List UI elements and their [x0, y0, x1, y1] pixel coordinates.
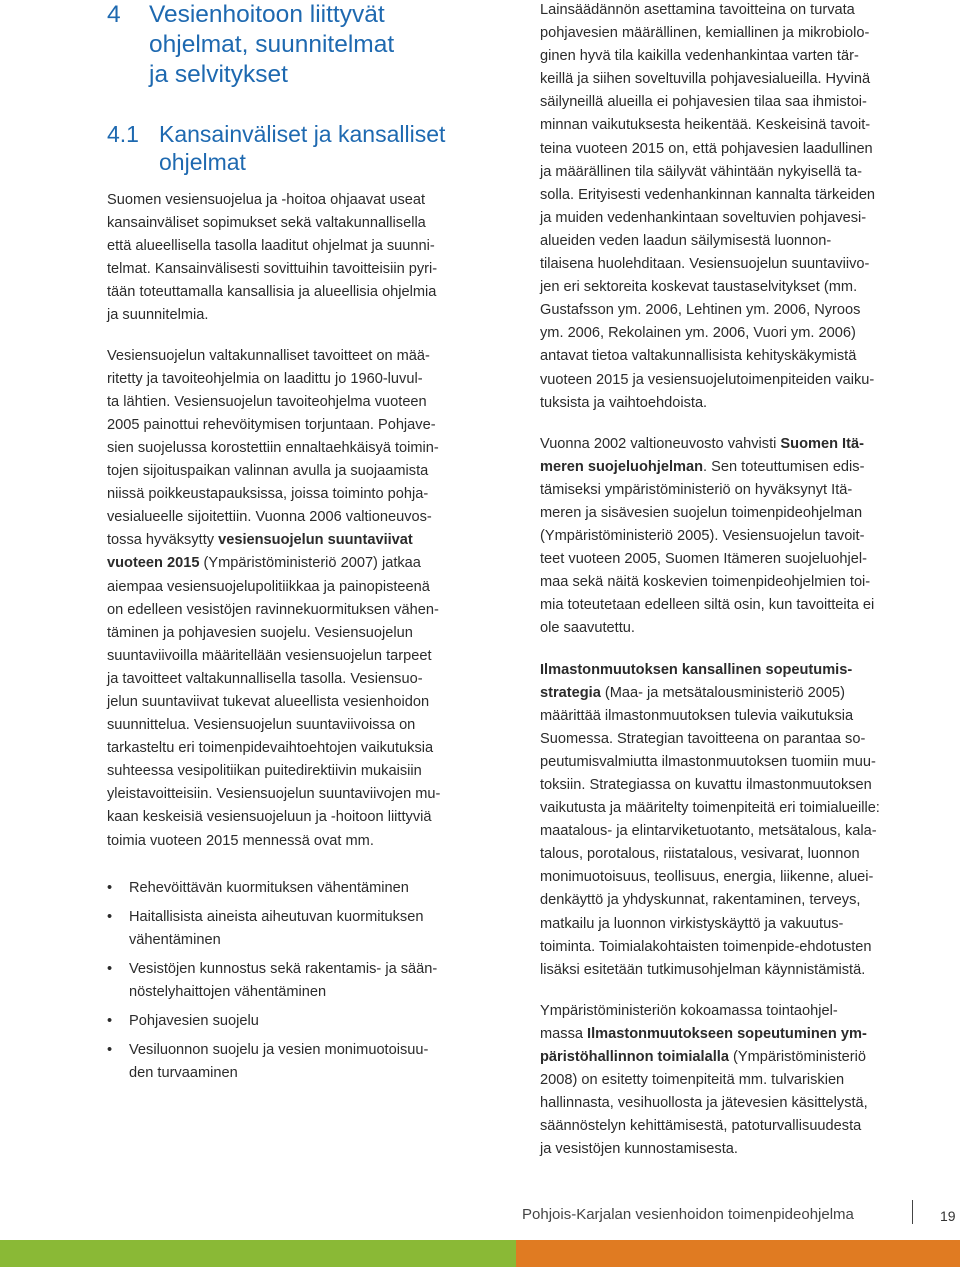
- bullet-list: [107, 877, 487, 1086]
- paragraph: [540, 659, 922, 982]
- text-line: teet vuoteen 2005, Suomen Itämeren suojeluohjel-: [540, 551, 867, 568]
- bold-term: meren suojeluohjelman: [540, 458, 704, 475]
- bold-term: vesiensuojelun suuntaviivat: [218, 532, 413, 549]
- text-line: [540, 659, 922, 682]
- text-line: tarkasteltu eri toimenpidevaihtoehtojen vaikutuksia: [107, 740, 434, 757]
- paragraph: [107, 189, 487, 328]
- text-line: solla. Erityisesti vedenhankinnan kannalta tärkeiden: [540, 186, 876, 203]
- text-line: denkäyttö ja yhdyskunnat, rakentaminen, terveys,: [540, 892, 861, 909]
- bold-term: päristöhallinnon toimialalla: [540, 1049, 729, 1066]
- text-line: jen eri sektoreita koskevat taustaselvitykset (mm.: [540, 279, 858, 296]
- list-item-line: nöstelyhaittojen vähentäminen: [129, 984, 327, 1000]
- text-line: suunnittelua. Vesiensuojelun suuntaviivoissa on: [107, 717, 416, 734]
- text-line: Ympäristöministeriön kokoamassa tointaohjel-: [540, 1002, 838, 1019]
- text-line: 2008) on esitetty toimenpiteitä mm. tulvariskien: [540, 1072, 845, 1089]
- text-line: säännöstelyn kehittämisestä, patoturvallisuudesta: [540, 1118, 862, 1135]
- section-number: 4.1: [107, 121, 139, 147]
- chapter-number: 4: [107, 1, 121, 28]
- list-item: [107, 1010, 487, 1033]
- text-line: maa sekä näitä koskevien toimenpideohjelmien toi-: [540, 574, 871, 591]
- text-line: talous, porotalous, riistatalous, vesivarat, luonnon: [540, 846, 860, 863]
- text-line: telmat. Kansainvälisesti sovittuihin tavoitteisiin pyri-: [107, 261, 438, 278]
- text-line: täminen ja pohjavesien suojelu. Vesiensuojelun: [107, 624, 413, 641]
- text-run: (Ympäristöministeriö: [728, 1049, 866, 1066]
- text-line: vesialueelle sijoitettiin. Vuonna 2006 valtioneuvos-: [107, 509, 432, 526]
- text-line: ja määrällinen tila säilyvät vähintään nykyisellä ta-: [540, 163, 863, 180]
- text-line: mia toteutetaan edelleen siltä osin, kun tavoitteita ei: [540, 597, 875, 614]
- text-line: (Ympäristöministeriö 2005). Vesiensuojelun tavoit-: [540, 528, 865, 545]
- bold-term: vuoteen 2015: [107, 555, 200, 572]
- list-item-line: Vesistöjen kunnostus sekä rakentamis- ja sään-: [129, 960, 438, 977]
- text-line: [540, 456, 922, 479]
- list-item-line: Haitallisista aineista aiheutuvan kuormituksen: [129, 908, 424, 925]
- list-item: [107, 906, 487, 952]
- text-line: pohjavesien määrällinen, kemiallinen ja mikrobiolo-: [540, 25, 870, 42]
- paragraph: [107, 345, 487, 853]
- text-run: massa: [540, 1025, 588, 1042]
- text-line: ritetty ja tavoiteohjelmia on laadittu jo 1960-luvul-: [107, 370, 423, 387]
- text-run: Vuonna 2002 valtioneuvosto vahvisti: [540, 435, 781, 452]
- text-run: (Ympäristöministeriö 2007) jatkaa: [199, 555, 421, 572]
- text-line: tuksista ja vaihtoehdoista.: [540, 394, 708, 411]
- text-line: toimia vuoteen 2015 mennessä ovat mm.: [107, 832, 374, 849]
- chapter-heading: [107, 0, 487, 90]
- right-column: [540, 0, 922, 1162]
- list-item: [107, 877, 487, 900]
- footer-bar-green: [0, 1240, 516, 1267]
- text-line: [540, 433, 922, 456]
- list-item: [107, 1039, 487, 1085]
- text-line: on edelleen vesistöjen ravinnekuormituksen vähen-: [107, 601, 439, 618]
- list-item-line: vähentäminen: [129, 931, 221, 948]
- text-line: keillä ja siihen soveltuvilla pohjavesialueilla. Hyvinä: [540, 71, 871, 88]
- chapter-heading-line: ohjelmat, suunnitelmat: [149, 31, 395, 58]
- paragraph: [540, 0, 922, 415]
- bold-term: Ilmastonmuutokseen sopeutuminen ym-: [587, 1025, 867, 1042]
- section-heading-line: Kansainväliset ja kansalliset: [159, 121, 446, 147]
- text-line: [540, 682, 922, 705]
- text-line: teina vuoteen 2015 on, että pohjavesien laadullinen: [540, 140, 873, 157]
- text-line: suuntaviivoilla määritellään vesiensuojelun tarpeet: [107, 647, 432, 664]
- text-line: Suomen vesiensuojelua ja -hoitoa ohjaavat useat: [107, 192, 426, 208]
- text-line: [540, 1023, 922, 1046]
- text-line: alueiden veden laadun säilymisestä luonnon-: [540, 232, 832, 249]
- section-heading: [107, 120, 487, 176]
- text-line: meren ja sisävesien suojelun toimenpideohjelman: [540, 504, 863, 521]
- text-line: tojen sijoituspaikan valinnan avulla ja suojaamista: [107, 463, 429, 480]
- left-column: [107, 0, 487, 1091]
- text-line: ta lähtien. Vesiensuojelun tavoiteohjelma vuoteen: [107, 393, 427, 410]
- text-line: ja suunnitelmia.: [107, 307, 209, 324]
- text-line: peutumisvalmiutta ilmastonmuutoksen tuomiin muu-: [540, 753, 876, 770]
- text-line: toiminta. Toimialakohtaisten toimenpide-ehdotusten: [540, 938, 872, 955]
- text-line: lisäksi esitetään tutkimusohjelman käynnistämistä.: [540, 961, 866, 978]
- text-line: että alueellisella tasolla laaditut ohjelmat ja suunni-: [107, 238, 435, 255]
- text-line: ja tavoitteet valtakunnallisella tasolla. Vesiensuo-: [107, 670, 423, 687]
- footer-title: Pohjois-Karjalan vesienhoidon toimenpideohjelma: [522, 1206, 854, 1223]
- text-line: ym. 2006, Rekolainen ym. 2006, Vuori ym. 2006): [540, 325, 856, 342]
- bold-term: Suomen Itä-: [780, 435, 864, 452]
- text-line: [107, 529, 487, 552]
- bullet-marker: •: [107, 908, 113, 925]
- text-line: hallinnasta, vesihuollosta ja jätevesien käsittelystä,: [540, 1095, 868, 1112]
- text-line: 2005 painottui rehevöitymisen torjuntaan. Pohjave-: [107, 416, 436, 433]
- text-line: Lainsäädännön asettamina tavoitteina on turvata: [540, 2, 855, 18]
- text-line: vaikutusta ja määritelty toimenpiteitä eri toimialueille:: [540, 800, 880, 817]
- list-item-line: Pohjavesien suojelu: [129, 1013, 259, 1030]
- bullet-marker: •: [107, 1013, 113, 1030]
- text-line: kansainväliset sopimukset sekä valtakunnallisella: [107, 215, 426, 232]
- text-line: antavat tietoa valtakunnallisista kehityskäkymistä: [540, 348, 857, 365]
- text-line: niissä poikkeustapauksissa, joissa toiminto pohja-: [107, 486, 429, 503]
- text-line: määrittää ilmastonmuutoksen tulevia vaikutuksia: [540, 707, 854, 724]
- bullet-marker: •: [107, 879, 113, 896]
- text-line: Vesiensuojelun valtakunnalliset tavoitteet on mää-: [107, 347, 430, 364]
- text-line: säilyneillä alueilla ei pohjavesien tilaa saa ihmistoi-: [540, 94, 867, 111]
- bullet-marker: •: [107, 960, 113, 977]
- text-line: jelun suuntaviivat tukevat alueellista vesienhoidon: [107, 693, 430, 710]
- text-line: toksiin. Strategiassa on kuvattu ilmastonmuutoksen: [540, 777, 872, 793]
- list-item-line: Rehevöittävän kuormituksen vähentäminen: [129, 879, 409, 896]
- text-line: suhteessa vesipolitiikan puitedirektiivin mukaisiin: [107, 763, 422, 780]
- chapter-heading-line: ja selvitykset: [149, 61, 288, 88]
- text-line: maatalous- ja elintarviketuotanto, metsätalous, kala-: [540, 823, 877, 840]
- text-line: tään toteuttamalla kansallisia ja alueellisia ohjelmia: [107, 284, 437, 301]
- text-line: tilaisena huolehditaan. Vesiensuojelun suuntaviivo-: [540, 256, 870, 273]
- text-line: sien suojelussa korostettiin ennaltaehkäisyä toimin-: [107, 439, 439, 456]
- text-line: monimuotoisuus, teollisuus, energia, liikenne, aluei-: [540, 869, 874, 886]
- chapter-heading-line: Vesienhoitoon liittyvät: [149, 1, 385, 28]
- text-line: ole saavutettu.: [540, 620, 635, 637]
- text-run: tossa hyväksytty: [107, 532, 219, 549]
- text-line: ja vesistöjen kunnostamisesta.: [540, 1141, 738, 1158]
- text-line: kaan keskeisiä vesiensuojeluun ja -hoitoon liittyviä: [107, 809, 432, 826]
- text-line: [107, 552, 487, 575]
- text-line: vuoteen 2015 ja vesiensuojelutoimenpiteiden vaiku-: [540, 371, 875, 388]
- text-line: [540, 1046, 922, 1069]
- bullet-marker: •: [107, 1042, 113, 1059]
- list-item-line: den turvaaminen: [129, 1065, 238, 1082]
- text-line: ginen hyvä tila kaikilla vedenhankintaa varten tär-: [540, 48, 859, 65]
- text-line: ja muiden vedenhankintaan soveltuvien pohjavesi-: [540, 209, 867, 226]
- text-line: aiempaa vesiensuojelupolitiikkaa ja painopisteenä: [107, 578, 430, 595]
- text-run: (Maa- ja metsätalousministeriö 2005): [600, 684, 845, 701]
- section-heading-line: ohjelmat: [159, 149, 246, 175]
- footer-divider: [912, 1200, 913, 1224]
- bold-term: Ilmastonmuutoksen kansallinen sopeutumis-: [540, 661, 853, 678]
- text-line: tämiseksi ympäristöministeriö on hyväksynyt Itä-: [540, 481, 853, 498]
- paragraph: [540, 1000, 922, 1162]
- footer-bar-orange: [516, 1240, 960, 1267]
- bold-term: strategia: [540, 684, 601, 701]
- text-line: yleistavoitteisiin. Vesiensuojelun suuntaviivojen mu-: [107, 786, 441, 803]
- text-line: Suomessa. Strategian tavoitteena on parantaa so-: [540, 730, 866, 747]
- page-number: 19: [940, 1208, 956, 1224]
- text-line: matkailu ja luonnon virkistyskäyttö ja vakuutus-: [540, 915, 844, 932]
- list-item-line: Vesiluonnon suojelu ja vesien monimuotoisuu-: [129, 1042, 429, 1059]
- text-line: minnan vaikutuksesta heikentää. Keskeisinä tavoit-: [540, 117, 871, 134]
- list-item: [107, 958, 487, 1004]
- text-line: Gustafsson ym. 2006, Lehtinen ym. 2006, Nyroos: [540, 302, 861, 319]
- paragraph: [540, 433, 922, 641]
- text-run: . Sen toteuttumisen edis-: [703, 458, 865, 475]
